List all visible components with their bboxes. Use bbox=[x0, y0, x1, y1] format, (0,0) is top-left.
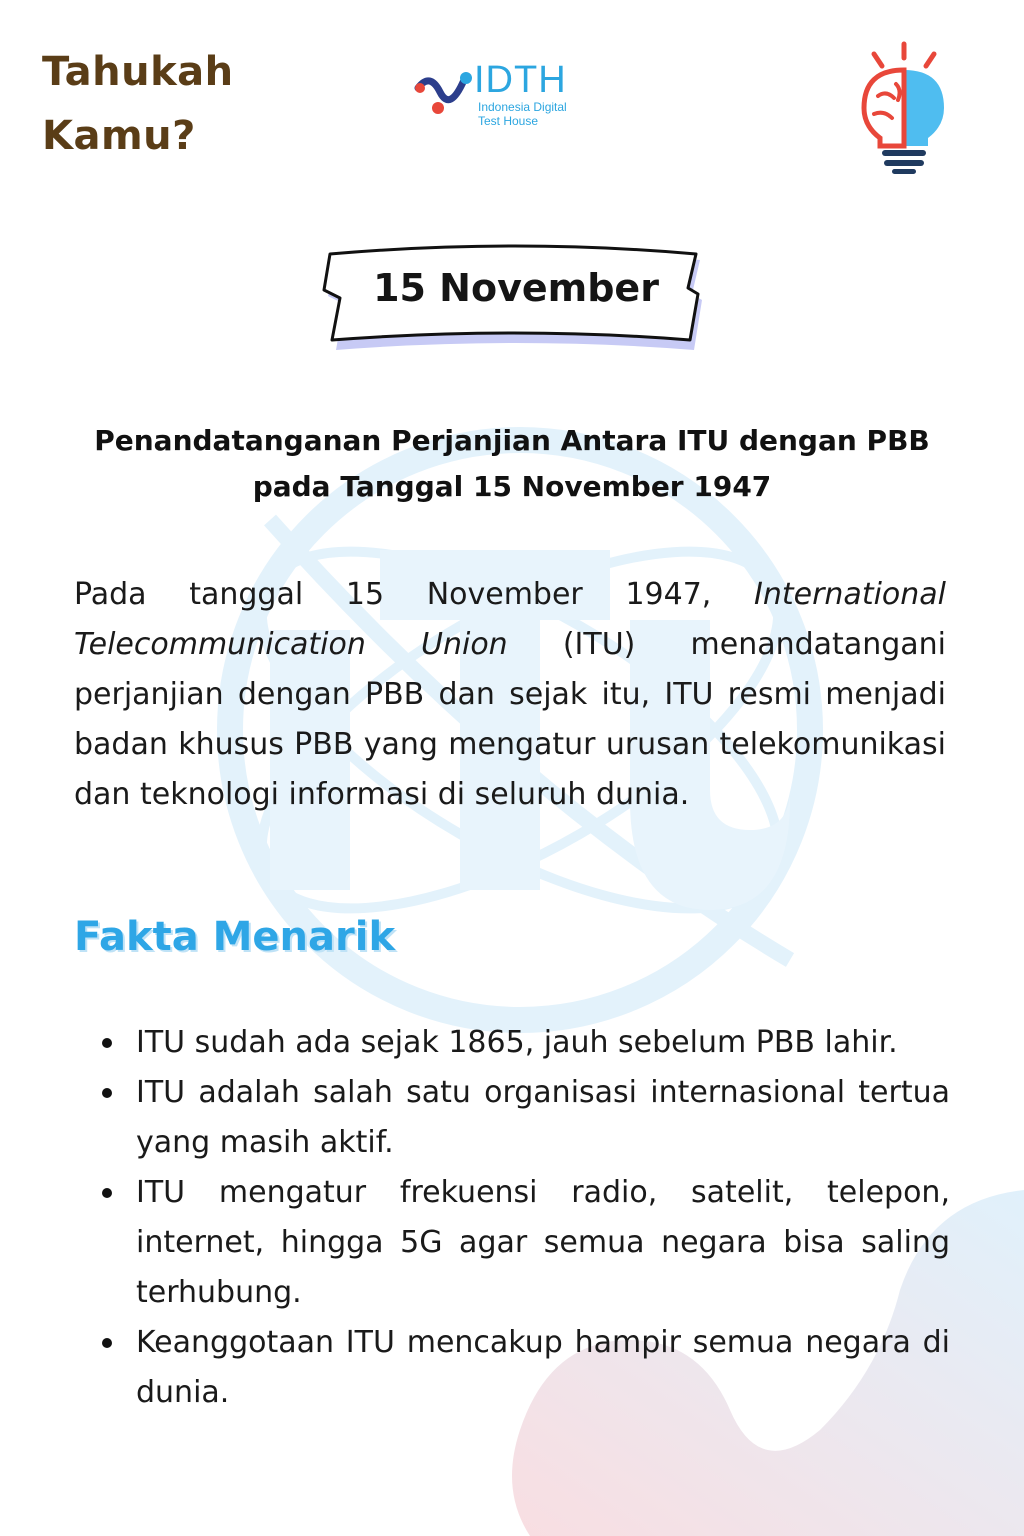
section-title: Fakta Menarik bbox=[74, 914, 396, 960]
headline-line-1: Penandatanganan Perjanjian Antara ITU dengan PBB bbox=[94, 424, 930, 457]
fact-text: ITU mengatur frekuensi radio, satelit, telepon, internet, hingga 5G agar semua negara bisa saling terhubung. bbox=[136, 1175, 950, 1310]
intro-lead: Pada tanggal 15 November 1947, bbox=[74, 577, 754, 612]
tag-line-1: Tahukah bbox=[42, 49, 234, 95]
fact-text: ITU adalah salah satu organisasi internasional tertua yang masih aktif. bbox=[136, 1075, 950, 1160]
brand-subtitle-line-2: Test House bbox=[478, 114, 539, 128]
list-item bbox=[136, 1068, 950, 1168]
bullet-icon bbox=[102, 1038, 112, 1048]
fact-text: Keanggotaan ITU mencakup hampir semua negara di dunia. bbox=[136, 1325, 950, 1410]
tahukah-kamu-label bbox=[42, 40, 234, 168]
bullet-icon bbox=[102, 1188, 112, 1198]
brand-subtitle bbox=[478, 100, 567, 128]
bullet-icon bbox=[102, 1088, 112, 1098]
idth-logo bbox=[414, 59, 594, 136]
facts-list bbox=[136, 1018, 950, 1418]
intro-paragraph bbox=[74, 570, 946, 820]
headline-line-2: pada Tanggal 15 November 1947 bbox=[252, 470, 772, 503]
brain-lightbulb-icon bbox=[856, 40, 952, 176]
bullet-icon bbox=[102, 1338, 112, 1348]
date-banner bbox=[322, 238, 710, 354]
idth-mark-icon bbox=[414, 68, 476, 116]
intro-rest: (ITU) menandatangani perjanjian dengan PBB dan sejak itu, ITU resmi menjadi badan khusus PBB yang mengatur urusan telekomunikasi dan teknologi informasi di seluruh dunia. bbox=[74, 627, 946, 812]
tag-line-2: Kamu? bbox=[42, 113, 196, 159]
brand-subtitle-line-1: Indonesia Digital bbox=[478, 100, 567, 114]
fact-text: ITU sudah ada sejak 1865, jauh sebelum PBB lahir. bbox=[136, 1025, 898, 1060]
date-label: 15 November bbox=[373, 266, 659, 310]
list-item bbox=[136, 1318, 950, 1418]
headline bbox=[60, 418, 964, 510]
brand-name: IDTH bbox=[474, 59, 567, 101]
list-item bbox=[136, 1018, 950, 1068]
list-item bbox=[136, 1168, 950, 1318]
intro-org-name: International Telecommunication Union bbox=[74, 577, 946, 662]
